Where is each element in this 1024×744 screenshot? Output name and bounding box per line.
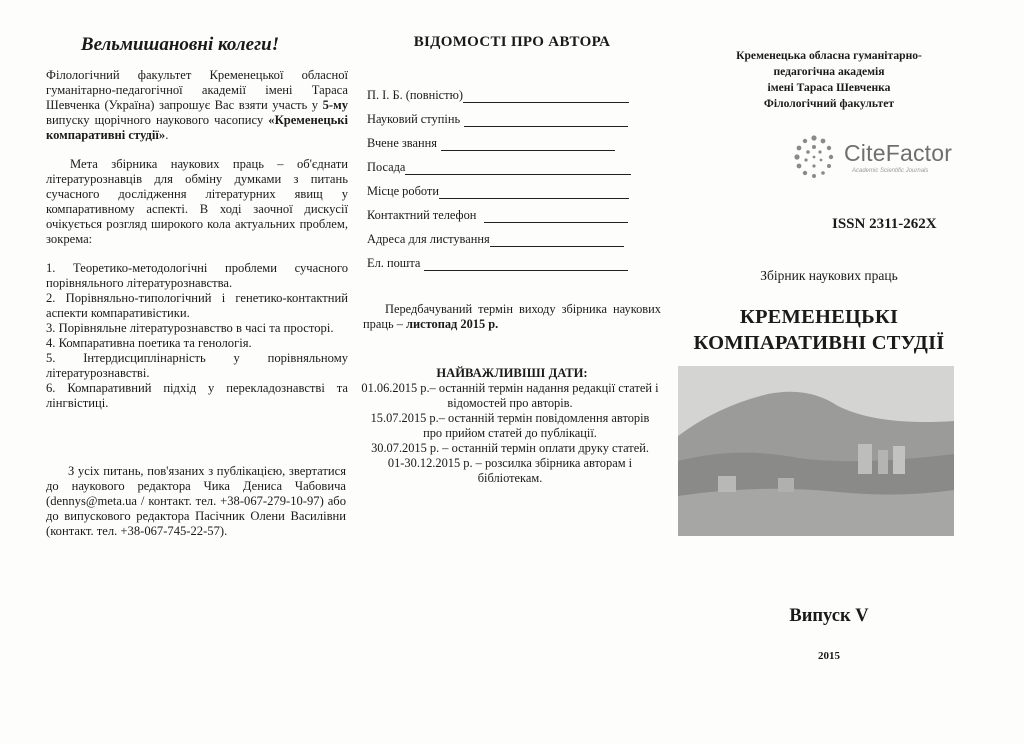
list-item: 1. Теоретико-методологічні проблеми сучасного порівняльного літературознавства.: [46, 261, 348, 290]
list-item: 30.07.2015 р. – останній термін оплати друку статей.: [371, 441, 649, 455]
greeting-title: Вельмишановні колеги!: [80, 34, 280, 55]
journal-title: [664, 304, 974, 356]
author-info-title: ВІДОМОСТІ ПРО АВТОРА: [413, 34, 611, 50]
list-item: 4. Компаративна поетика та генологія.: [46, 336, 252, 350]
citefactor-logo: [790, 132, 980, 186]
form-field-degree[interactable]: [367, 112, 628, 127]
intro-text-end: .: [165, 128, 169, 142]
cover-photo: [678, 366, 954, 536]
note-date: листопад 2015 р.: [406, 317, 499, 331]
logo-name: CiteFactor: [844, 140, 953, 166]
dates-list: [360, 381, 660, 486]
field-label: П. І. Б. (повністю): [367, 88, 463, 102]
form-field-name[interactable]: [367, 88, 629, 103]
collection-label: Збірник наукових праць: [760, 268, 898, 283]
list-item: 6. Компаративний підхід у перекладознавстві та лінгвістиці.: [46, 381, 348, 410]
list-item: 3. Порівняльне літературознавство в часі та просторі.: [46, 321, 334, 335]
intro-text: Філологічний факультет Кременецької обласної гуманітарно-педагогічної академії імені Тараса Шевченка (Україна) запрошує Вас взяти участь у: [46, 68, 348, 112]
issn-number: ISSN 2311-262X: [832, 216, 937, 232]
journal-title-line: КРЕМЕНЕЦЬКІ: [739, 306, 899, 328]
field-label: Місце роботи: [367, 184, 439, 198]
contact-paragraph: З усіх питань, пов'язаних з публікацією, звертатися до наукового редактора Чика Дениса Чабовича (dennys@meta.ua / контакт. тел. +38-067-279-10-97) або до випускового редактора Пасічник Олени Василівни (контакт. тел. +38-067-745-22-57).: [46, 464, 346, 538]
journal-title-line: КОМПАРАТИВНІ СТУДІЇ: [693, 332, 945, 354]
intro-journal-name: «Кременецькі компаративні студії»: [46, 113, 348, 142]
intro-issue: 5-му: [322, 98, 348, 112]
institution-name: [690, 48, 968, 112]
note-text: Передбачуваний термін виходу збірника наукових праць –: [363, 302, 661, 331]
list-item: 15.07.2015 р.– останній термін повідомлення авторів про прийом статей до публікації.: [370, 411, 650, 440]
institution-line: Філологічний факультет: [763, 97, 895, 110]
field-label: Контактний телефон: [367, 208, 477, 222]
intro-paragraph: [46, 68, 348, 143]
topics-list: [46, 261, 348, 411]
list-item: 01-30.12.2015 р. – розсилка збірника авторам і бібліотекам.: [387, 456, 633, 485]
publication-note: [363, 302, 661, 332]
institution-line: імені Тараса Шевченка: [767, 81, 891, 94]
issue-number: Випуск V: [789, 606, 869, 626]
field-label: Посада: [367, 160, 406, 174]
form-field-phone[interactable]: [367, 208, 628, 223]
field-label: Науковий ступінь: [367, 112, 461, 126]
list-item: 5. Інтердисциплінарність у порівняльному літературознавстві.: [46, 351, 348, 380]
institution-line: педагогічна академія: [773, 65, 885, 78]
institution-line: Кременецька обласна гуманітарно-: [736, 49, 922, 62]
dates-title: НАЙВАЖЛИВІШІ ДАТИ:: [436, 366, 588, 380]
field-label: Адреса для листування: [367, 232, 490, 246]
field-label: Ел. пошта: [367, 256, 421, 270]
logo-tagline: Academic Scientific Journals: [852, 168, 929, 174]
form-field-workplace[interactable]: [367, 184, 629, 199]
list-item: 2. Порівняльно-типологічний і генетико-контактний аспекти компаративістики.: [46, 291, 348, 320]
intro-text-2: випуску щорічного наукового часопису: [46, 113, 269, 127]
field-label: Вчене звання: [367, 136, 437, 150]
form-field-address[interactable]: [367, 232, 624, 247]
issue-year: 2015: [818, 650, 840, 662]
aim-paragraph: Мета збірника наукових праць – об'єднати літературознавців для обміну думками з питань сучасного дослідження літературних явищ у компаративному аспекті. В ході заочної дискусії очікується розгляд широкого кола актуальних проблем, зокрема:: [46, 157, 348, 246]
landscape-image: [678, 366, 954, 536]
list-item: 01.06.2015 р.– останній термін надання редакції статей і відомостей про авторів.: [361, 381, 659, 410]
form-field-position[interactable]: [367, 160, 631, 175]
form-field-email[interactable]: [367, 256, 628, 271]
form-field-title[interactable]: [367, 136, 615, 151]
